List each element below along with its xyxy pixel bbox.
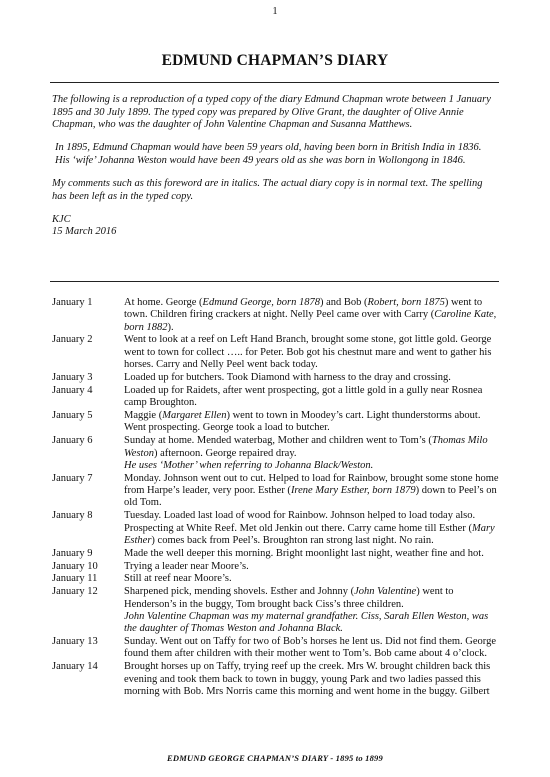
entry-date: January 6 [52, 435, 93, 447]
diary-entry [52, 548, 502, 560]
diary-entry [52, 334, 502, 371]
divider-top [50, 82, 499, 83]
entry-text: Tuesday. Loaded last load of wood for Rainbow. Johnson helped to load today also. Prospecting at White Reef. Met old Jenkin out there. Carry came home till Esther (Mary Esther) comes back from Peel’s. Broughton ran strong last night. No rain. [124, 510, 495, 546]
divider-bottom [50, 281, 499, 282]
entry-date: January 9 [52, 547, 93, 559]
document-title: EDMUND CHAPMAN’S DIARY [161, 52, 389, 69]
entry-date: January 5 [52, 410, 93, 422]
entry-text: Monday. Johnson went out to cut. Helped to load for Rainbow, brought some stone home from Harpe’s leader, very poor. Esther (Irene Mary Esther, born 1879) down to Peel’s on old Tom. [124, 472, 499, 509]
foreword-paragraph-1: The following is a reproduction of a typed copy of the diary Edmund Chapman wrote between 1 January 1895 and 30 July 1899. The typed copy was prepared by Olive Grant, the daughter of Olive Annie Chapman, who was the daughter of John Valentine Chapman and Susanna Matthews. [52, 94, 491, 131]
entry-text: Loaded up for Raidets, after went prospecting, got a little gold in a gully near Rosnea camp Broughton. [124, 384, 483, 409]
foreword-date: 15 March 2016 [52, 226, 117, 238]
entry-date: January 1 [52, 297, 93, 308]
diary-entry [52, 372, 502, 384]
entry-text: Loaded up for butchers. Took Diamond with harness to the dray and crossing. [124, 371, 451, 383]
page-number: 1 [272, 6, 278, 17]
entry-date: January 2 [52, 334, 93, 346]
diary-entry [52, 636, 502, 661]
entry-date: January 12 [52, 586, 98, 598]
entry-text: At home. George (Edmund George, born 1878) and Bob (Robert, born 1875) went to town. Children firing crackers at night. Nelly Peel came over with Carry (Caroline Kate, born 1882). [124, 297, 497, 333]
diary-entry [52, 586, 502, 635]
entry-text: Still at reef near Moore’s. [124, 573, 232, 585]
diary-entry [52, 435, 502, 472]
diary-entry [52, 473, 502, 510]
diary-entries [52, 297, 502, 699]
entry-date: January 4 [52, 384, 93, 396]
entry-text: Brought horses up on Taffy, trying reef up the creek. Mrs W. brought children back this evening and took them back to town in buggy, young Park and two ladies passed this morning with Bob. Mrs Norris came this morning and went home in the buggy. Gilbert [124, 661, 491, 697]
entry-text: Sunday. Went out on Taffy for two of Bob’s horses he lent us. Did not find them. George found them after children with their mother went to Tom’s. Bob came about 4 o’clock. [124, 636, 497, 660]
entry-date: January 13 [52, 636, 98, 648]
foreword-paragraph-3: My comments such as this foreword are in italics. The actual diary copy is in normal text. The spelling has been left as in the typed copy. [52, 177, 483, 202]
foreword-initials: KJC [52, 213, 71, 225]
entry-date: January 11 [52, 573, 98, 585]
entry-date: January 8 [52, 510, 93, 522]
diary-entry [52, 661, 502, 698]
diary-entry [52, 385, 502, 410]
diary-entry [52, 573, 502, 585]
entry-text: Made the well deeper this morning. Bright moonlight last night, weather fine and hot. [124, 547, 484, 559]
foreword-paragraph-2: In 1895, Edmund Chapman would have been 59 years old, having been born in British India in 1836. His ‘wife’ Johanna Weston would have been 49 years old as she was born in Wollongong in 1846. [55, 142, 482, 166]
entry-date: January 3 [52, 371, 93, 383]
page-footer: EDMUND GEORGE CHAPMAN’S DIARY - 1895 to 1899 [167, 753, 383, 763]
entry-text: Sunday at home. Mended waterbag, Mother and children went to Tom’s (Thomas Milo Weston) afternoon. George repaired dray. He uses ‘Mother’ when referring to Johanna Black/Weston. [124, 435, 488, 471]
entry-text: Trying a leader near Moore’s. [124, 560, 249, 572]
foreword [52, 94, 497, 239]
entry-text: Maggie (Margaret Ellen) went to town in Moodey’s cart. Light thunderstorms about. Went prospecting. George took a load to butcher. [124, 410, 481, 434]
entry-text: Went to look at a reef on Left Hand Branch, brought some stone, got little gold. George went to town for collect ….. for Peter. Bob got his chestnut mare and went to gather his horses. Carry and Nelly Peel went back today. [124, 334, 492, 371]
entry-date: January 10 [52, 560, 98, 572]
entry-date: January 7 [52, 472, 93, 484]
diary-entry [52, 297, 502, 334]
diary-entry [52, 510, 502, 547]
entry-date: January 14 [52, 661, 98, 673]
diary-entry [52, 561, 502, 573]
entry-text: Sharpened pick, mending shovels. Esther and Johnny (John Valentine) went to Henderson’s in the buggy, Tom brought back Ciss’s three children. John Valentine Chapman was my maternal grandfather. Ciss, Sarah Ellen Weston, was the daughter of Thomas Weston and Johanna Black. [124, 586, 489, 635]
diary-entry [52, 410, 502, 435]
